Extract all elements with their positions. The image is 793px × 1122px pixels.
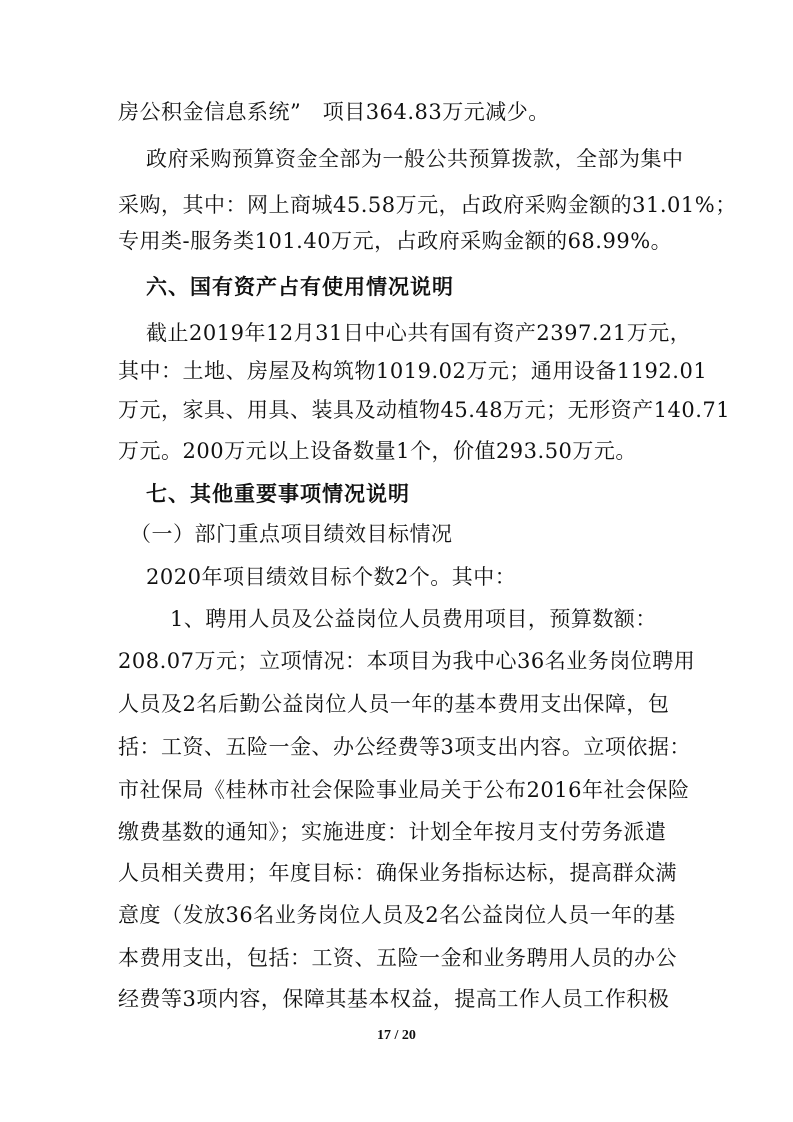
text-line: 人员及2名后勤公益岗位人员一年的基本费用支出保障，包 xyxy=(118,692,670,716)
text-line: 截止2019年12月31日中心共有国有资产2397.21万元， xyxy=(146,321,692,345)
page-number: 17 / 20 xyxy=(377,1028,416,1043)
text-line: 1、聘用人员及公益岗位人员费用项目，预算数额： xyxy=(170,607,657,631)
text-line: 房公积金信息系统” 项目364.83万元减少。 xyxy=(118,100,550,124)
text-line: 经费等3项内容，保障其基本权益，提高工作人员工作积极 xyxy=(118,987,670,1011)
text-line: 其中：土地、房屋及构筑物1019.02万元；通用设备1192.01 xyxy=(118,359,708,383)
text-line: 万元。200万元以上设备数量1个，价值293.50万元。 xyxy=(118,439,637,463)
text-line: 本费用支出，包括：工资、五险一金和业务聘用人员的办公 xyxy=(118,946,677,970)
text-line: 专用类-服务类101.40万元，占政府采购金额的68.99%。 xyxy=(118,229,673,253)
section-heading-6: 六、国有资产占有使用情况说明 xyxy=(146,275,454,299)
text-line: 2020年项目绩效目标个数2个。其中： xyxy=(146,565,517,589)
text-line: 政府采购预算资金全部为一般公共预算拨款，全部为集中 xyxy=(146,147,684,171)
text-line: 括：工资、五险一金、办公经费等3项支出内容。立项依据： xyxy=(118,735,691,759)
text-line: 意度（发放36名业务岗位人员及2名公益岗位人员一年的基 xyxy=(118,903,676,927)
text-line: 208.07万元；立项情况：本项目为我中心36名业务岗位聘用 xyxy=(118,649,696,673)
text-line: 万元，家具、用具、装具及动植物45.48万元；无形资产140.71 xyxy=(118,398,731,422)
text-line: 人员相关费用；年度目标：确保业务指标达标，提高群众满 xyxy=(118,861,677,885)
section-heading-7: 七、其他重要事项情况说明 xyxy=(146,482,410,506)
subsection-heading: （一）部门重点项目绩效目标情况 xyxy=(130,522,453,546)
text-line: 缴费基数的通知》；实施进度：计划全年按月支付劳务派遣 xyxy=(118,820,667,844)
text-line: 市社保局《桂林市社会保险事业局关于公布2016年社会保险 xyxy=(118,778,690,802)
text-line: 采购，其中：网上商城45.58万元，占政府采购金额的31.01%； xyxy=(118,193,737,217)
